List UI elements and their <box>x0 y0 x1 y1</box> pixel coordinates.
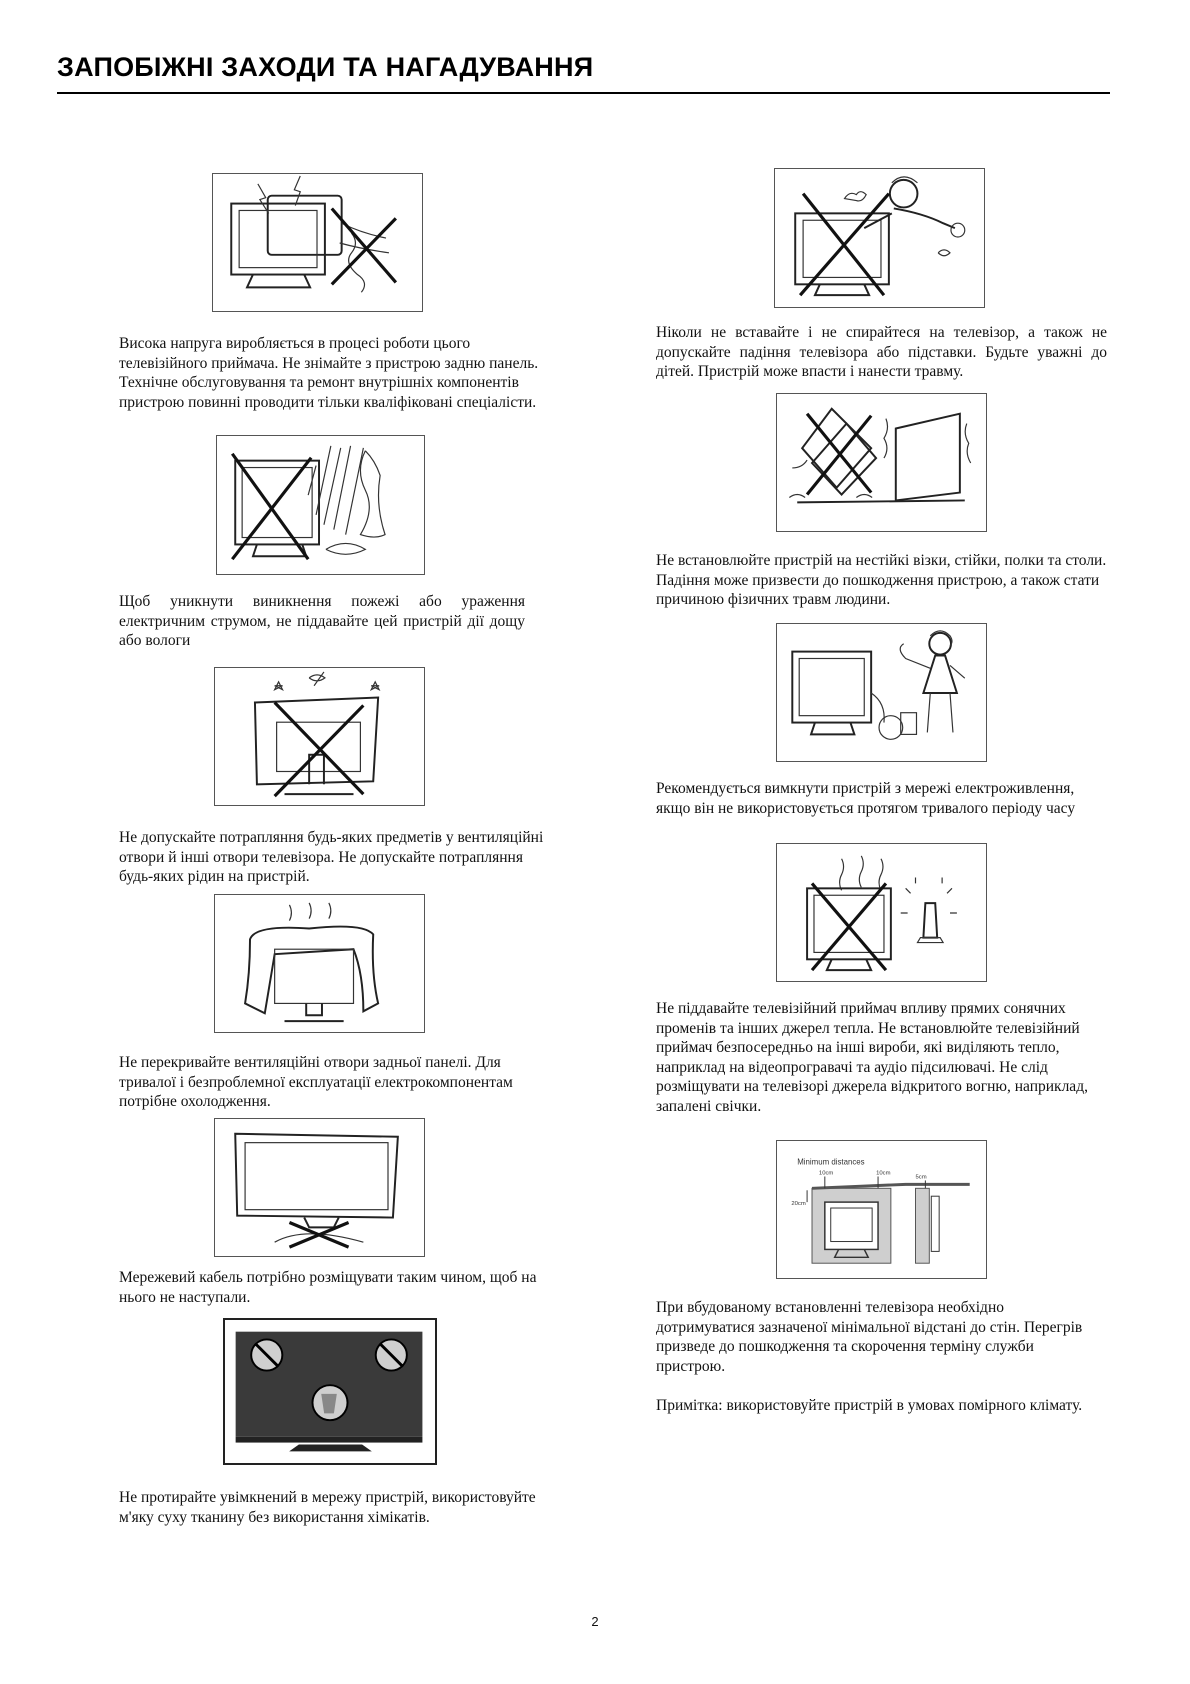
min-distances-title: Minimum distances <box>797 1157 865 1167</box>
title-divider <box>57 92 1110 94</box>
minimum-distance-icon <box>776 1140 987 1279</box>
precaution-text-9: Рекомендується вимкнути пристрій з мережі електроживлення, якщо він не використовується протягом тривалого періоду часу <box>656 780 1076 817</box>
child-climbing-icon <box>774 168 985 308</box>
page-number: 2 <box>591 1614 599 1629</box>
rain-moisture-icon <box>216 435 425 575</box>
climate-note: Примітка: використовуйте пристрій в умовах помірного клімату. <box>656 1397 1083 1414</box>
heat-source-icon <box>776 843 987 982</box>
dist-label-3: 5cm <box>915 1174 927 1181</box>
page-title: ЗАПОБІЖНІ ЗАХОДИ ТА НАГАДУВАННЯ <box>57 52 594 82</box>
precaution-text-2: Щоб уникнути виникнення пожежі або ураження електричним струмом, не піддавайте цей пристрій дії дощу або вологи <box>119 593 525 649</box>
power-cord-step-icon <box>214 1118 425 1257</box>
precaution-text-3: Не допускайте потрапляння будь-яких предметів у вентиляційні отвори й інші отвори телевізора. Не допускайте потрапляння будь-яких рідин на пристрій. <box>119 829 544 885</box>
dist-label-2: 10cm <box>876 1170 891 1177</box>
precaution-text-7: Ніколи не вставайте і не спирайтеся на телевізор, а також не допускайте падіння телевізора або підставки. Будьте уважні до дітей. Пристрій може впасти і нанести травму. <box>656 324 1107 380</box>
precaution-text-5: Мережевий кабель потрібно розміщувати таким чином, щоб на нього не наступали. <box>119 1269 537 1306</box>
dist-label-4: 20cm <box>791 1201 806 1208</box>
precaution-text-4: Не перекривайте вентиляційні отвори задньої панелі. Для тривалої і безпроблемної експлуатації електрокомпонентам потрібне охолодження. <box>119 1054 513 1110</box>
precaution-text-8: Не встановлюйте пристрій на нестійкі візки, стійки, полки та столи. Падіння може призвести до пошкодження пристрою, а також стати причиною фізичних травм людини. <box>656 552 1107 608</box>
unplug-icon <box>776 623 987 762</box>
high-voltage-back-cover-icon <box>212 173 423 312</box>
unstable-surface-icon <box>776 393 987 532</box>
covered-vents-icon <box>214 894 425 1033</box>
precaution-text-1: Висока напруга виробляється в процесі роботи цього телевізійного приймача. Не знімайте з пристрою задню панель. Технічне обслуговування та ремонт внутрішніх компонентів пристрою повинні проводити тільки кваліфіковані спеціалісти. <box>119 335 539 411</box>
precaution-text-10: Не піддавайте телевізійний приймач впливу прямих сонячних променів та інших джерел тепла. Не встановлюйте телевізійний приймач безпосередньо на інші вироби, які виділяють тепло, наприклад на відеопрогравачі та аудіо підсилювачі. Не слід розміщувати на телевізорі джерела відкритого вогню, наприклад, запалені свічки. <box>656 1000 1088 1115</box>
precaution-text-11: При вбудованому встановленні телевізора необхідно дотримуватися зазначеної мінімальної відстані до стін. Перегрів призведе до пошкодження та скорочення терміну служби пристрою. <box>656 1299 1083 1375</box>
precaution-text-6: Не протирайте увімкнений в мережу пристрій, використовуйте м'яку суху тканину без використання хімікатів. <box>119 1489 536 1526</box>
dist-label-1: 10cm <box>818 1170 834 1177</box>
cleaning-icon <box>223 1318 437 1465</box>
objects-in-vents-icon <box>214 667 425 806</box>
